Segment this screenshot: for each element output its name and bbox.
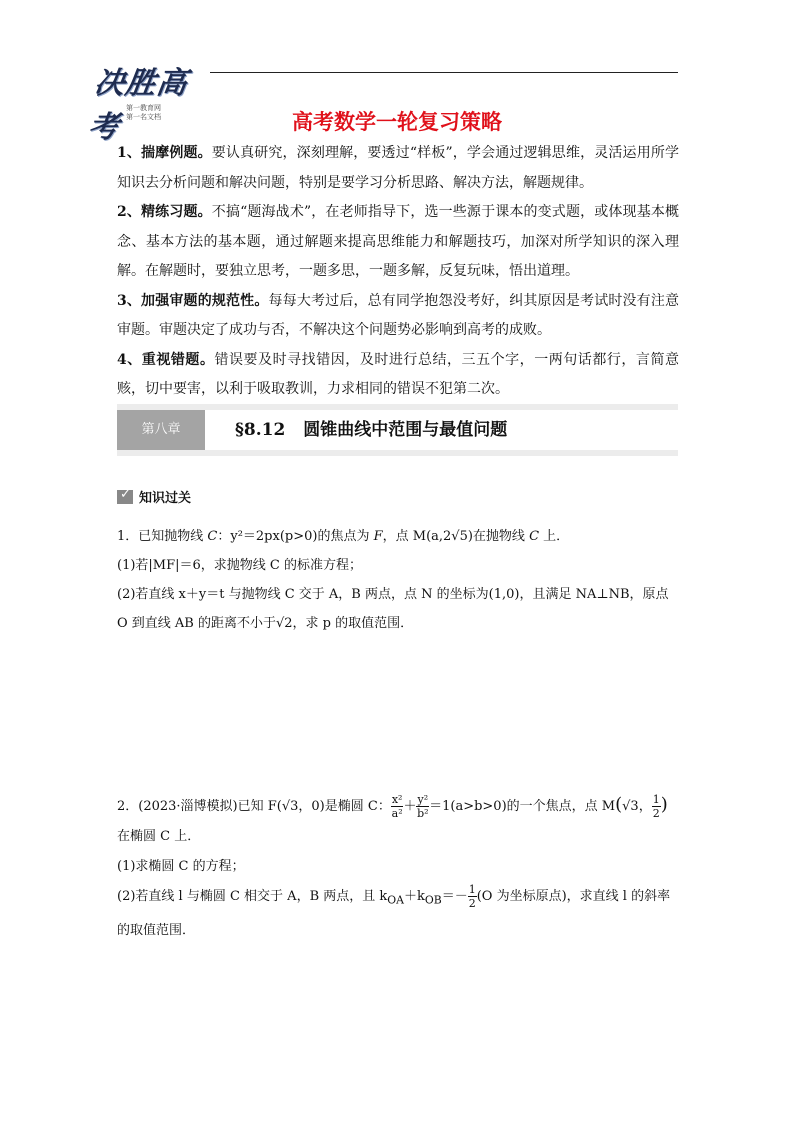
paren-close: ) — [660, 794, 668, 815]
q2-text: 2．(2023·淄博模拟)已知 F(√3，0)是椭圆 C： — [117, 799, 391, 814]
strategy-text: 错误要及时寻找错因，及时进行总结，三五个字，一两句话都行，言简意赅，切中要害，以利于吸取教训，力求相同的错误不犯第二次。 — [117, 351, 680, 397]
denominator: 2 — [652, 807, 660, 820]
q1-text: 上． — [539, 529, 570, 544]
q1-text: ，点 M(a,2√5)在抛物线 — [382, 529, 530, 544]
denominator: 2 — [468, 897, 476, 910]
checkbox-icon — [117, 490, 133, 504]
strategy-lead: 3、加强审题的规范性。 — [117, 292, 269, 309]
q2-text: ＋k — [403, 889, 425, 904]
numerator: x² — [391, 793, 403, 806]
question-2 — [117, 790, 679, 946]
subscript: OA — [387, 893, 404, 907]
section-number: §8.12 — [235, 420, 286, 440]
question-2-part-2 — [117, 882, 679, 946]
strategy-text: 要认真研究，深刻理解，要透过“样板”，学会通过逻辑思维，灵活运用所学知识去分析问题和解决问题，特别是要学习分析思路、解决方法，解题规律。 — [117, 145, 679, 191]
logo-sub2: 第一名文档 — [126, 113, 161, 121]
q1-text: ：y²＝2px(p>0)的焦点为 — [217, 529, 374, 544]
chapter-title — [213, 410, 678, 450]
fraction — [391, 793, 404, 820]
strategy-list — [117, 139, 679, 405]
numerator: y² — [417, 793, 429, 806]
q2-text: ＋ — [403, 799, 417, 814]
q2-text: ＝－ — [441, 889, 468, 904]
q1-text: 1．已知抛物线 — [117, 529, 208, 544]
fraction — [468, 883, 477, 910]
strategy-lead: 2、精练习题。 — [117, 204, 212, 220]
logo-sub1: 第一教育网 — [126, 104, 161, 112]
q2-text: ＝1(a>b>0)的一个焦点，点 M — [429, 799, 616, 814]
question-1 — [117, 522, 679, 638]
q1-var: C — [207, 529, 218, 544]
question-2-part-1: (1)求椭圆 C 的方程； — [117, 859, 245, 874]
strategy-item — [117, 198, 679, 287]
q2-text: √3， — [622, 799, 652, 814]
question-1-part-1: (1)若|MF|＝6，求抛物线 C 的标准方程； — [117, 558, 362, 573]
chapter-divider — [205, 410, 213, 450]
page-title: 高考数学一轮复习策略 — [292, 110, 502, 134]
section-title: 圆锥曲线中范围与最值问题 — [303, 420, 508, 440]
q2-text: 在椭圆 C 上． — [117, 829, 201, 844]
q2-text: (O 为坐标原点)，求直线 l 的斜率的取值范围． — [117, 889, 671, 938]
paren-open: ( — [615, 794, 623, 815]
question-1-stem — [117, 522, 679, 551]
chapter-tag: 第八章 — [117, 410, 205, 450]
denominator: b² — [417, 807, 429, 820]
strategy-item — [117, 139, 679, 198]
q1-var: F — [373, 529, 383, 544]
subscript: OB — [424, 893, 442, 907]
numerator: 1 — [652, 793, 660, 806]
strategy-item — [117, 346, 679, 405]
strategy-text: 每每大考过后，总有同学抱怨没考好，纠其原因是考试时没有注意审题。审题决定了成功与否，不解决这个问题势必影响到高考的成败。 — [117, 292, 680, 338]
logo-text: 决胜高考 — [85, 66, 191, 145]
fraction — [652, 793, 661, 820]
q1-var: C — [529, 529, 540, 544]
section-heading — [117, 487, 191, 506]
q2-text: (2)若直线 l 与椭圆 C 相交于 A，B 两点，且 k — [117, 889, 388, 904]
strategy-lead: 4、重视错题。 — [117, 351, 215, 368]
section-heading-text: 知识过关 — [139, 491, 192, 506]
denominator: a² — [391, 807, 403, 820]
strategy-lead: 1、揣摩例题。 — [117, 145, 212, 161]
header-rule — [210, 72, 678, 73]
strategy-text: 不搞“题海战术”，在老师指导下，选一些源于课本的变式题，或体现基本概念、基本方法的基本题，通过解题来提高思维能力和解题技巧，加深对所学知识的深入理解。在解题时，要独立思考，一题多思，一题多解，反复玩味，悟出道理。 — [117, 204, 679, 279]
chapter-banner — [117, 404, 678, 456]
numerator: 1 — [468, 883, 476, 896]
fraction — [416, 793, 429, 820]
strategy-item — [117, 287, 679, 346]
question-1-part-2: (2)若直线 x＋y＝t 与抛物线 C 交于 A，B 两点，点 N 的坐标为(1,0)，且满足 NA⊥NB，原点 O 到直线 AB 的距离不小于√2，求 p 的取值范围． — [117, 587, 669, 631]
question-2-stem — [117, 790, 679, 852]
